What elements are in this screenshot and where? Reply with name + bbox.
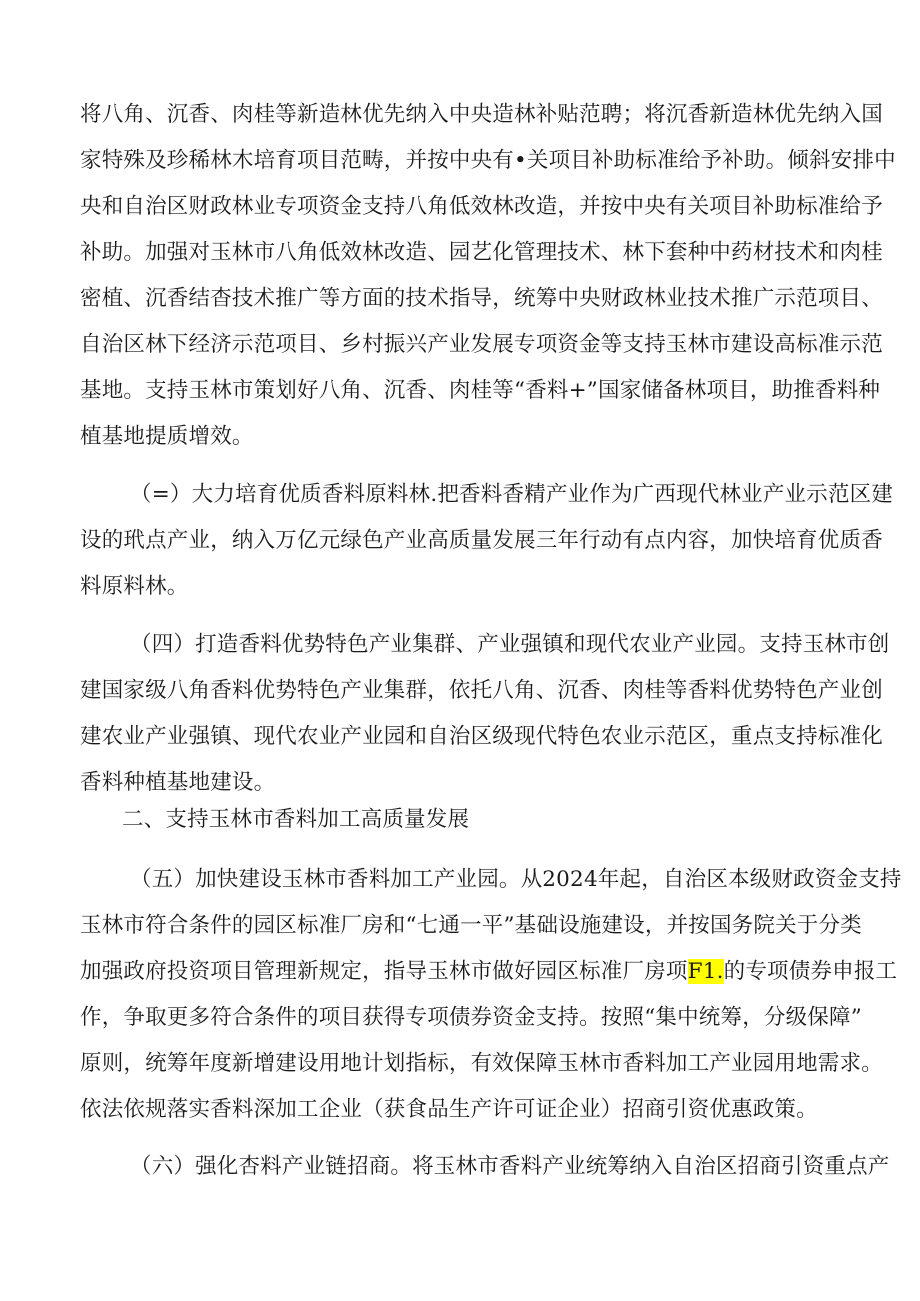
paragraph-5-line-3-text: 加强政府投资项目管理新规定，指导玉林市做好园区标准厂房项 — [80, 959, 688, 984]
paragraph-5-line-5: 原则，统筹年度新增建设用地计划指标，有效保障玉林市香料加工产业园用地需求。 — [80, 1051, 883, 1076]
paragraph-1-line-7: 基地。支持玉林市策划好八角、沉香、肉桂等“香料+”国家储备林项目，助推香料种 — [80, 378, 881, 403]
paragraph-5-line-4: 作，争取更多符合条件的项目获得专项债券资金支持。按照“集中统筹，分级保障” — [80, 1005, 862, 1030]
paragraph-1-line-4: 补助。加强对玉林市八角低效林改造、园艺化管理技术、林下套种中药材技术和肉桂 — [80, 240, 883, 265]
paragraph-1-line-8: 植基地提质增效。 — [80, 424, 254, 449]
paragraph-2-line-2: 设的玳点产业，纳入万亿元绿色产业高质量发展三年行动有点内容，加快培育优质香 — [80, 528, 883, 553]
paragraph-3-line-2: 建国家级八角香料优势特色产业集群，依托八角、沉香、肉桂等香料优势特色产业创 — [80, 678, 883, 703]
paragraph-3-line-4: 香料种植基地建设。 — [80, 770, 276, 795]
paragraph-5-line-3 — [80, 952, 898, 992]
paragraph-1-line-1: 将八角、沉香、肉桂等新造林优先纳入中央造林补贴范聘；将沉香新造林优先纳入国 — [80, 102, 883, 127]
paragraph-1-line-5: 密植、沉香结杳技术推广等方面的技术指导，统筹中央财政林业技术推广示范项目、 — [80, 286, 883, 311]
paragraph-3-line-3: 建农业产业强镇、现代农业产业园和自治区级现代特色农业示范区，重点支持标准化 — [80, 724, 883, 749]
paragraph-5-line-6: 依法依规落实香料深加工企业（获食品生产许可证企业）招商引资优惠政策。 — [80, 1097, 818, 1122]
paragraph-1-line-6: 自治区林下经济示范项目、乡村振兴产业发展专项资金等支持玉林市建设高标准示范 — [80, 332, 883, 357]
paragraph-2-line-3: 料原料林。 — [80, 574, 189, 599]
paragraph-1-line-2: 家特殊及珍稀林木培育项目范畴，并按中央有•关项目补助标准给予补助。倾斜安排中 — [80, 148, 896, 173]
paragraph-1-line-3: 央和自治区财政林业专项资金支持八角低效林改造，并按中央有关项目补助标准给予 — [80, 194, 883, 219]
paragraph-6-line-1: （六）强化杏料产业链招商。将玉林市香料产业统筹纳入自治区招商引资重点产 — [130, 1154, 890, 1179]
section-heading: 二、支持玉林市香料加工高质量发展 — [122, 807, 470, 832]
paragraph-3-line-1: （四）打造香料优势特色产业集群、产业强镇和现代农业产业园。支持玉林市创 — [130, 632, 890, 657]
paragraph-2-line-1: （=）大力培育优质香料原料林.把香料香精产业作为广西现代林业产业示范区建 — [130, 482, 894, 507]
paragraph-5-line-1: （五）加快建设玉林市香料加工产业园。从2024年起，自治区本级财政资金支持 — [130, 867, 902, 892]
paragraph-5-line-3-tail: 的专项债券申报工 — [723, 959, 898, 984]
highlighted-text: F1. — [687, 959, 724, 984]
paragraph-5-line-2: 玉林市符合条件的园区标准厂房和“七通一平”基础设施建设，并按国务院关于分类 — [80, 913, 862, 938]
